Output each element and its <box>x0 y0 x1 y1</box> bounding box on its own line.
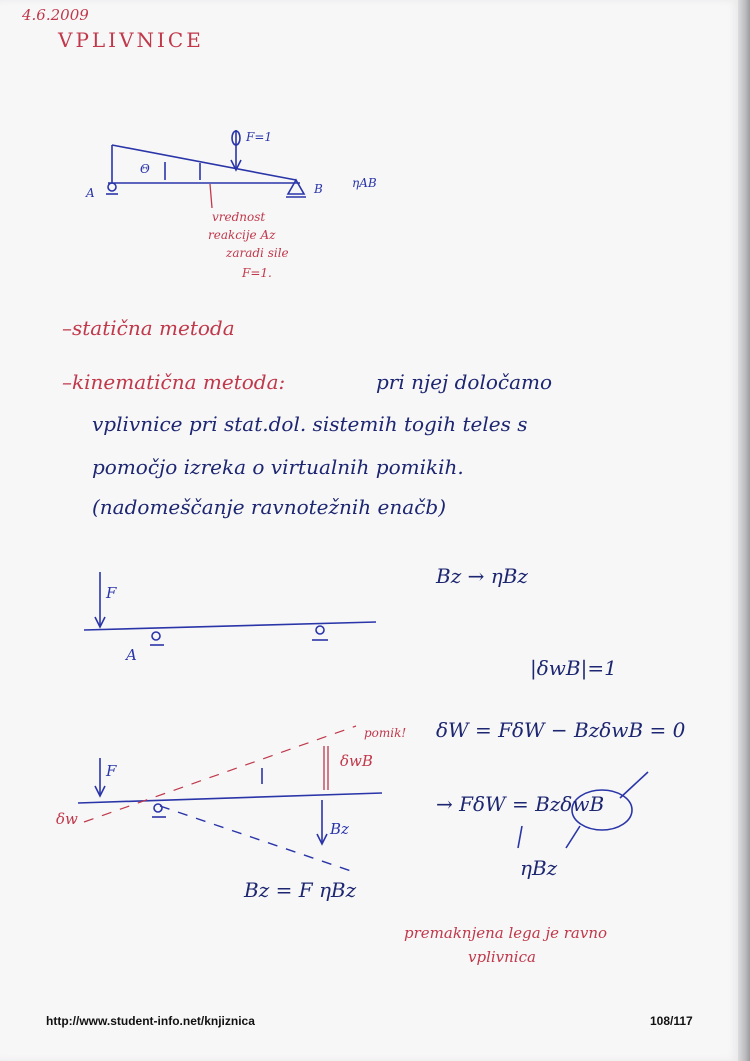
diagram-virtual-displacement <box>78 726 382 872</box>
method-line-2: pomočjo izreka o virtualnih pomikih. <box>92 455 464 479</box>
support-b2-pin <box>316 626 324 634</box>
support-a-label: A <box>86 186 95 200</box>
support-b-label: B <box>314 182 323 196</box>
pointer-3 <box>620 772 648 798</box>
note-line-3: zaradi sile <box>226 246 289 260</box>
kinematic-method-rest: pri njej določamo <box>376 370 553 394</box>
note-bottom-line-1: premaknjena lega je ravno <box>404 924 608 942</box>
page-date: 4.6.2009 <box>22 6 89 24</box>
page-edge <box>738 0 750 1061</box>
formula-eta-bz: ηBz <box>520 856 558 880</box>
note-bottom-line-2: vplivnica <box>468 948 536 966</box>
force-f3-label: F <box>106 762 117 780</box>
displaced-line <box>84 726 356 822</box>
formula-unit-displacement: |δwB|=1 <box>530 656 617 680</box>
method-line-1: vplivnice pri stat.dol. sistemih togih teles s <box>92 412 528 436</box>
formula-virtual-work: δW = FδW − BzδwB = 0 <box>436 718 686 742</box>
note-line-2: reakcije Az <box>208 228 276 242</box>
formula-result: Bz = F ηBz <box>244 878 357 902</box>
note-pointer <box>210 184 212 208</box>
page-title: VPLIVNICE <box>58 28 204 52</box>
diagram-beam-2 <box>84 572 376 645</box>
force-f-label: F <box>106 584 117 602</box>
footer-page-number: 108/117 <box>650 1014 693 1028</box>
formula-equality: → FδW = BzδwB <box>436 792 605 816</box>
beam-2 <box>84 622 376 630</box>
formula-bz-eta: Bz → ηBz <box>436 564 528 588</box>
support-a2-label: A <box>126 646 137 664</box>
support-a-pin <box>108 183 116 191</box>
pointer-to-eta <box>518 826 522 848</box>
delta-wb-label: δwB <box>340 752 373 770</box>
footer-url[interactable]: http://www.student-info.net/knjiznica <box>46 1014 255 1028</box>
method-line-3: (nadomeščanje ravnotežnih enačb) <box>92 495 446 519</box>
pomik-label: pomik! <box>364 726 407 740</box>
beam-3 <box>78 793 382 803</box>
pointer-2 <box>566 826 580 848</box>
note-line-4: F=1. <box>242 266 272 280</box>
bz-label: Bz <box>330 820 349 838</box>
support-a3-pin <box>154 804 162 812</box>
force-label: F=1 <box>246 130 273 144</box>
diagram-influence-line <box>106 130 306 208</box>
note-line-1: vrednost <box>212 210 266 224</box>
beam-eta-label: ηAB <box>352 176 377 190</box>
support-b-triangle <box>288 180 304 194</box>
theta-label: Θ <box>140 162 150 176</box>
static-method: –statična metoda <box>62 316 235 340</box>
delta-w-label: δw <box>56 810 78 828</box>
support-a2-pin <box>152 632 160 640</box>
kinematic-method-head: –kinematična metoda: <box>62 370 286 394</box>
